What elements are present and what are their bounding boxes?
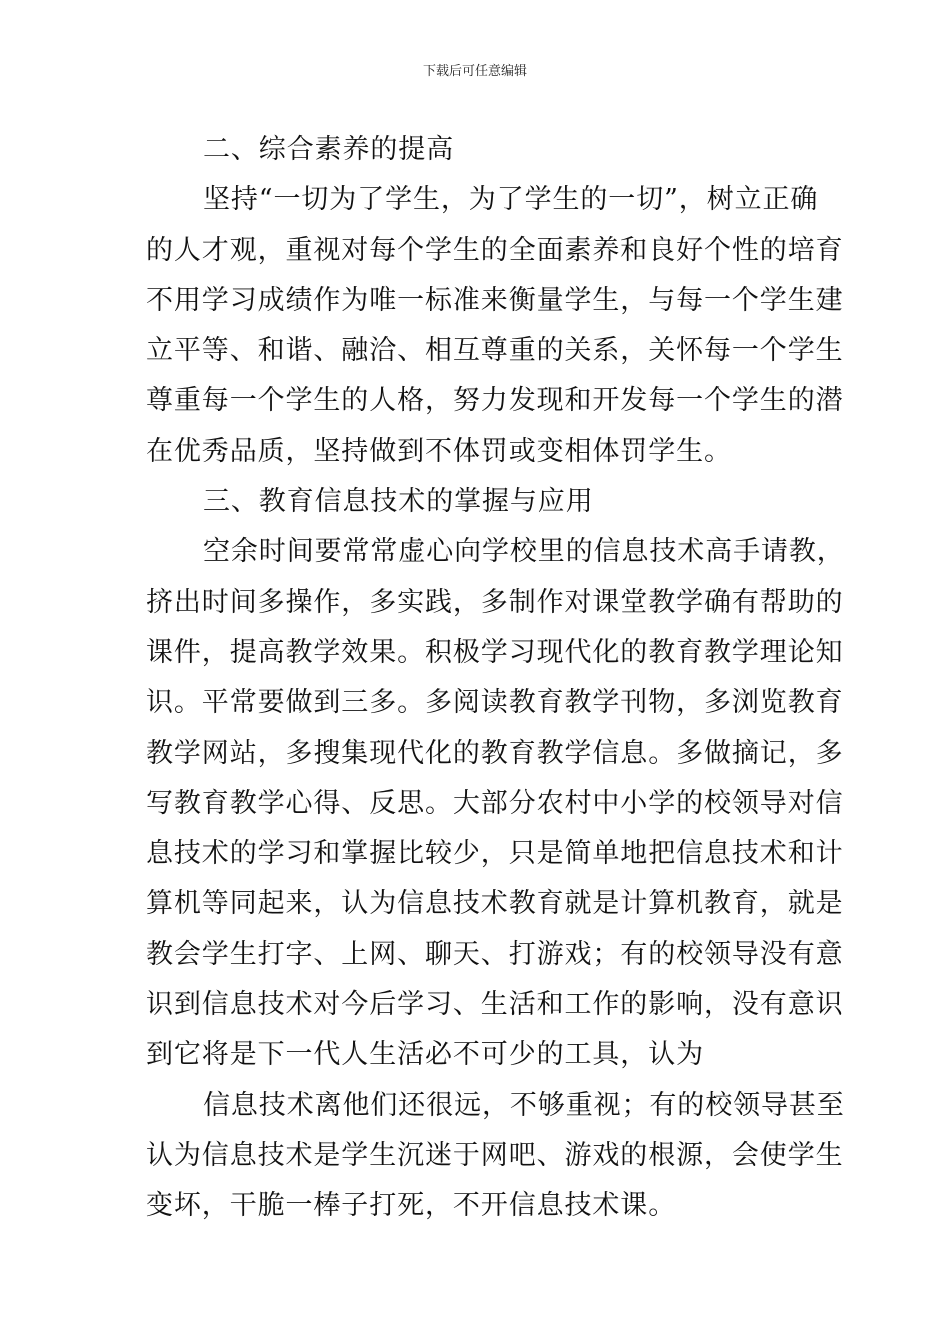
text-line: 变坏，干脆一棒子打死，不开信息技术课。 [146, 1190, 677, 1222]
text-line: 空余时间要常常虚心向学校里的信息技术高手请教， [203, 536, 845, 568]
text-line: 的人才观，重视对每个学生的全面素养和良好个性的培育 [146, 234, 844, 266]
text-line: 尊重每一个学生的人格，努力发现和开发每一个学生的潜 [146, 385, 844, 417]
text-line: 息技术的学习和掌握比较少，只是简单地把信息技术和计 [146, 838, 844, 870]
text-line: 到它将是下一代人生活必不可少的工具，认为 [146, 1039, 704, 1071]
text-line: 课件，提高教学效果。积极学习现代化的教育教学理论知 [146, 636, 844, 668]
text-line: 教学网站，多搜集现代化的教育教学信息。多做摘记，多 [146, 737, 844, 769]
section-heading-3: 三、教育信息技术的掌握与应用 [203, 486, 594, 518]
page-header-note: 下载后可任意编辑 [422, 64, 527, 79]
text-line: 在优秀品质，坚持做到不体罚或变相体罚学生。 [146, 435, 732, 467]
text-line: 写教育教学心得、反思。大部分农村中小学的校领导对信 [146, 787, 844, 819]
text-line: 立平等、和谐、融洽、相互尊重的关系，关怀每一个学生 [146, 335, 844, 367]
text-line: 算机等同起来，认为信息技术教育就是计算机教育，就是 [146, 888, 844, 920]
text-line: 坚持“一切为了学生，为了学生的一切”，树立正确 [203, 184, 819, 216]
text-line: 教会学生打字、上网、聊天、打游戏；有的校领导没有意 [146, 938, 844, 970]
text-line: 识。平常要做到三多。多阅读教育教学刊物，多浏览教育 [146, 687, 844, 719]
text-line: 不用学习成绩作为唯一标准来衡量学生，与每一个学生建 [146, 284, 844, 316]
text-line: 信息技术离他们还很远，不够重视；有的校领导甚至 [203, 1089, 845, 1121]
document-body [146, 125, 845, 1232]
text-line: 挤出时间多操作，多实践，多制作对课堂教学确有帮助的 [146, 586, 844, 618]
text-line: 认为信息技术是学生沉迷于网吧、游戏的根源，会使学生 [146, 1139, 844, 1171]
section-heading-2: 二、综合素养的提高 [203, 134, 455, 165]
text-line: 识到信息技术对今后学习、生活和工作的影响，没有意识 [146, 989, 844, 1021]
